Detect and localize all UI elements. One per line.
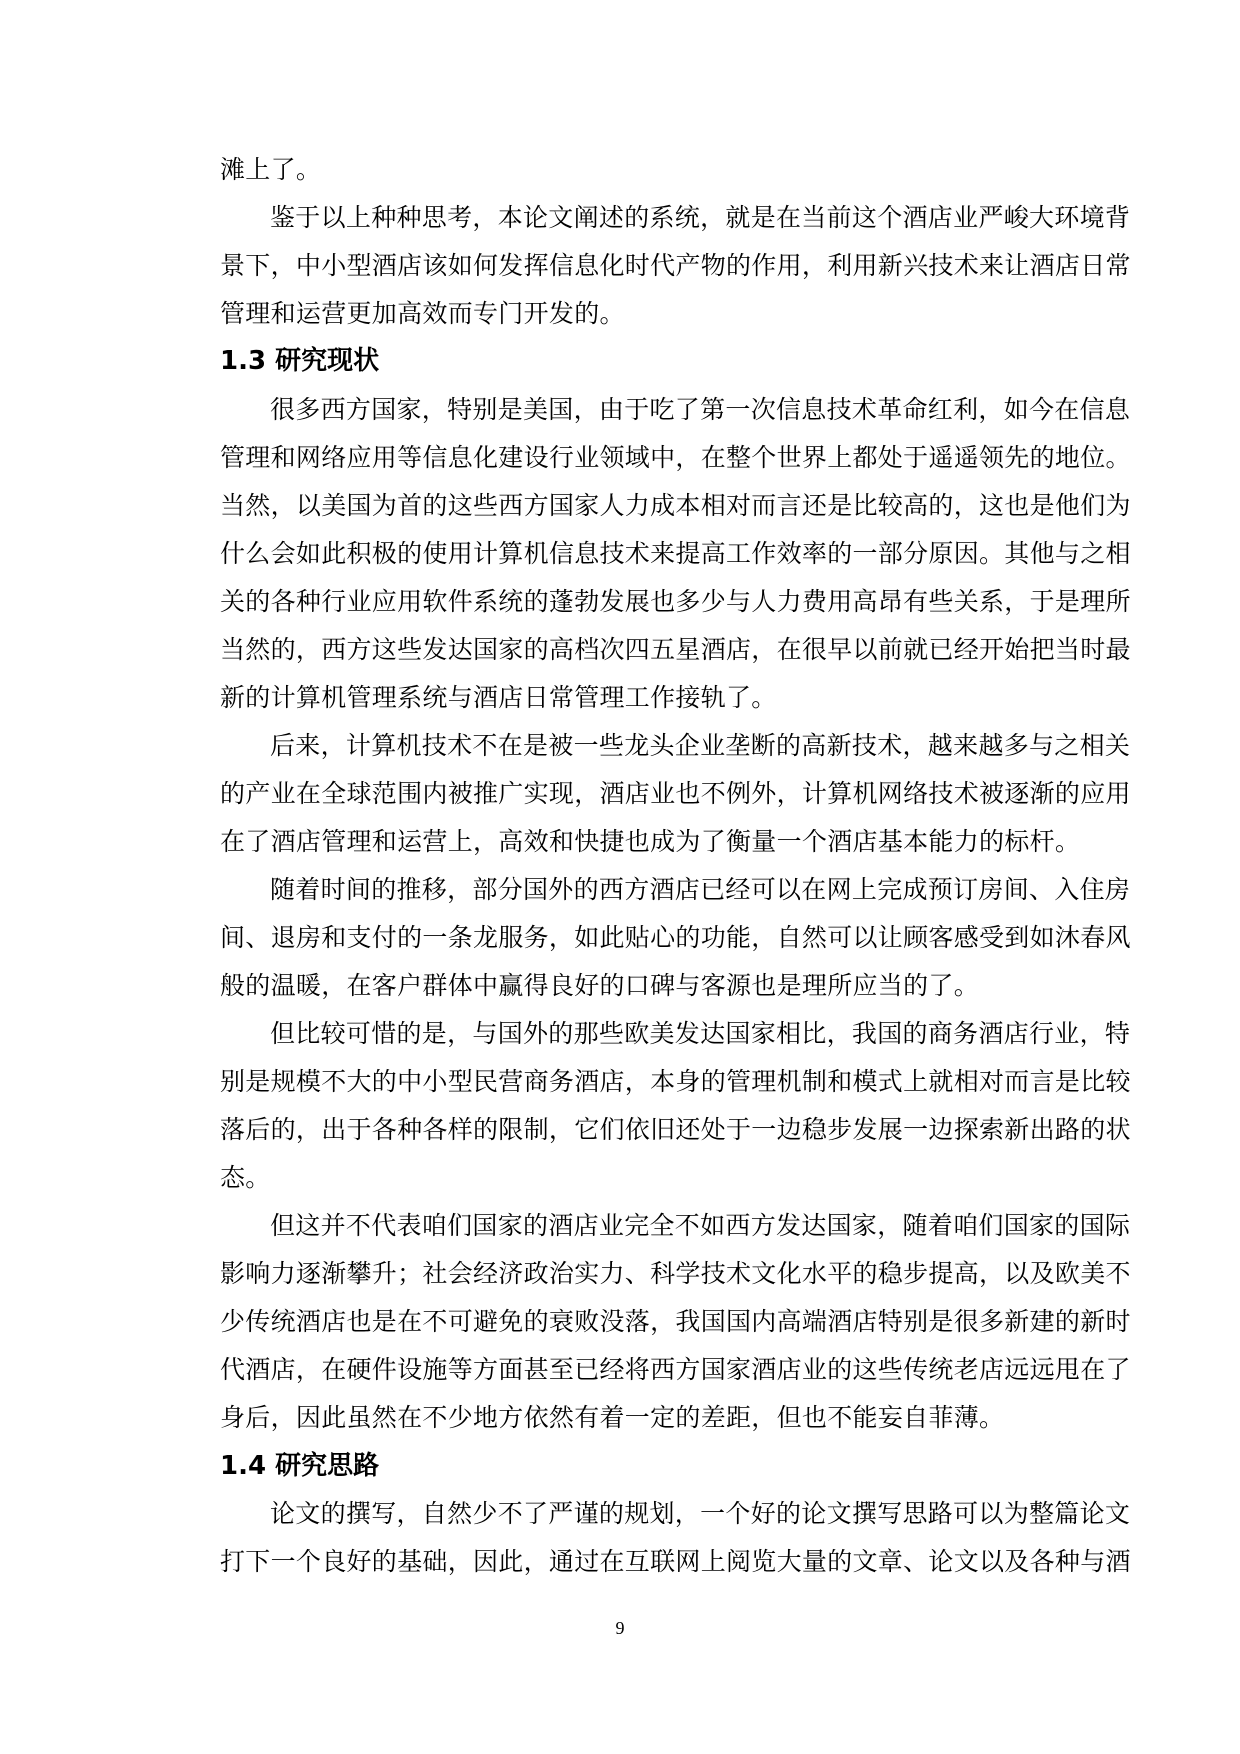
paragraph-line: 滩上了。	[220, 155, 322, 184]
paragraph-line: 但比较可惜的是，与国外的那些欧美发达国家相比，我国的商务酒店行业，特	[270, 1019, 1131, 1048]
paragraph-line: 间、退房和支付的一条龙服务，如此贴心的功能，自然可以让顾客感受到如沐春风	[220, 923, 1131, 952]
paragraph-line: 当然的，西方这些发达国家的高档次四五星酒店，在很早以前就已经开始把当时最	[220, 635, 1131, 664]
paragraph-line: 落后的，出于各种各样的限制，它们依旧还处于一边稳步发展一边探索新出路的状	[220, 1115, 1131, 1144]
paragraph-line: 什么会如此积极的使用计算机信息技术来提高工作效率的一部分原因。其他与之相	[220, 539, 1131, 568]
paragraph-line: 代酒店，在硬件设施等方面甚至已经将西方国家酒店业的这些传统老店远远甩在了	[220, 1355, 1131, 1384]
section-heading-1-4: 1.4 研究思路	[220, 1451, 380, 1481]
paragraph-line: 论文的撰写，自然少不了严谨的规划，一个好的论文撰写思路可以为整篇论文	[270, 1499, 1131, 1528]
section-heading-1-3: 1.3 研究现状	[220, 346, 380, 376]
paragraph-line: 影响力逐渐攀升；社会经济政治实力、科学技术文化水平的稳步提高，以及欧美不	[220, 1259, 1131, 1288]
paragraph-line: 别是规模不大的中小型民营商务酒店，本身的管理机制和模式上就相对而言是比较	[220, 1067, 1131, 1096]
paragraph-line: 的产业在全球范围内被推广实现，酒店业也不例外，计算机网络技术被逐渐的应用	[220, 779, 1131, 808]
paragraph-line: 在了酒店管理和运营上，高效和快捷也成为了衡量一个酒店基本能力的标杆。	[220, 827, 1081, 856]
paragraph-line: 鉴于以上种种思考，本论文阐述的系统，就是在当前这个酒店业严峻大环境背	[270, 203, 1131, 232]
paragraph-line: 景下，中小型酒店该如何发挥信息化时代产物的作用，利用新兴技术来让酒店日常	[220, 251, 1131, 280]
page-number: 9	[615, 1618, 625, 1638]
paragraph-line: 随着时间的推移，部分国外的西方酒店已经可以在网上完成预订房间、入住房	[270, 875, 1131, 904]
paragraph-line: 般的温暖，在客户群体中赢得良好的口碑与客源也是理所应当的了。	[220, 971, 980, 1000]
paragraph-line: 打下一个良好的基础，因此，通过在互联网上阅览大量的文章、论文以及各种与酒	[220, 1547, 1131, 1576]
paragraph-line: 当然，以美国为首的这些西方国家人力成本相对而言还是比较高的，这也是他们为	[220, 491, 1131, 520]
paragraph-line: 关的各种行业应用软件系统的蓬勃发展也多少与人力费用高昂有些关系，于是理所	[220, 587, 1131, 616]
paragraph-line: 少传统酒店也是在不可避免的衰败没落，我国国内高端酒店特别是很多新建的新时	[220, 1307, 1131, 1336]
paragraph-line: 管理和网络应用等信息化建设行业领域中，在整个世界上都处于遥遥领先的地位。	[220, 443, 1131, 472]
paragraph-line: 后来，计算机技术不在是被一些龙头企业垄断的高新技术，越来越多与之相关	[270, 731, 1131, 760]
paragraph-line: 但这并不代表咱们国家的酒店业完全不如西方发达国家，随着咱们国家的国际	[270, 1211, 1131, 1240]
paragraph-line: 新的计算机管理系统与酒店日常管理工作接轨了。	[220, 683, 777, 712]
paragraph-line: 态。	[220, 1163, 271, 1192]
paragraph-line: 身后，因此虽然在不少地方依然有着一定的差距，但也不能妄自菲薄。	[220, 1403, 1005, 1432]
paragraph-line: 很多西方国家，特别是美国，由于吃了第一次信息技术革命红利，如今在信息	[270, 395, 1131, 424]
paragraph-line: 管理和运营更加高效而专门开发的。	[220, 299, 625, 328]
